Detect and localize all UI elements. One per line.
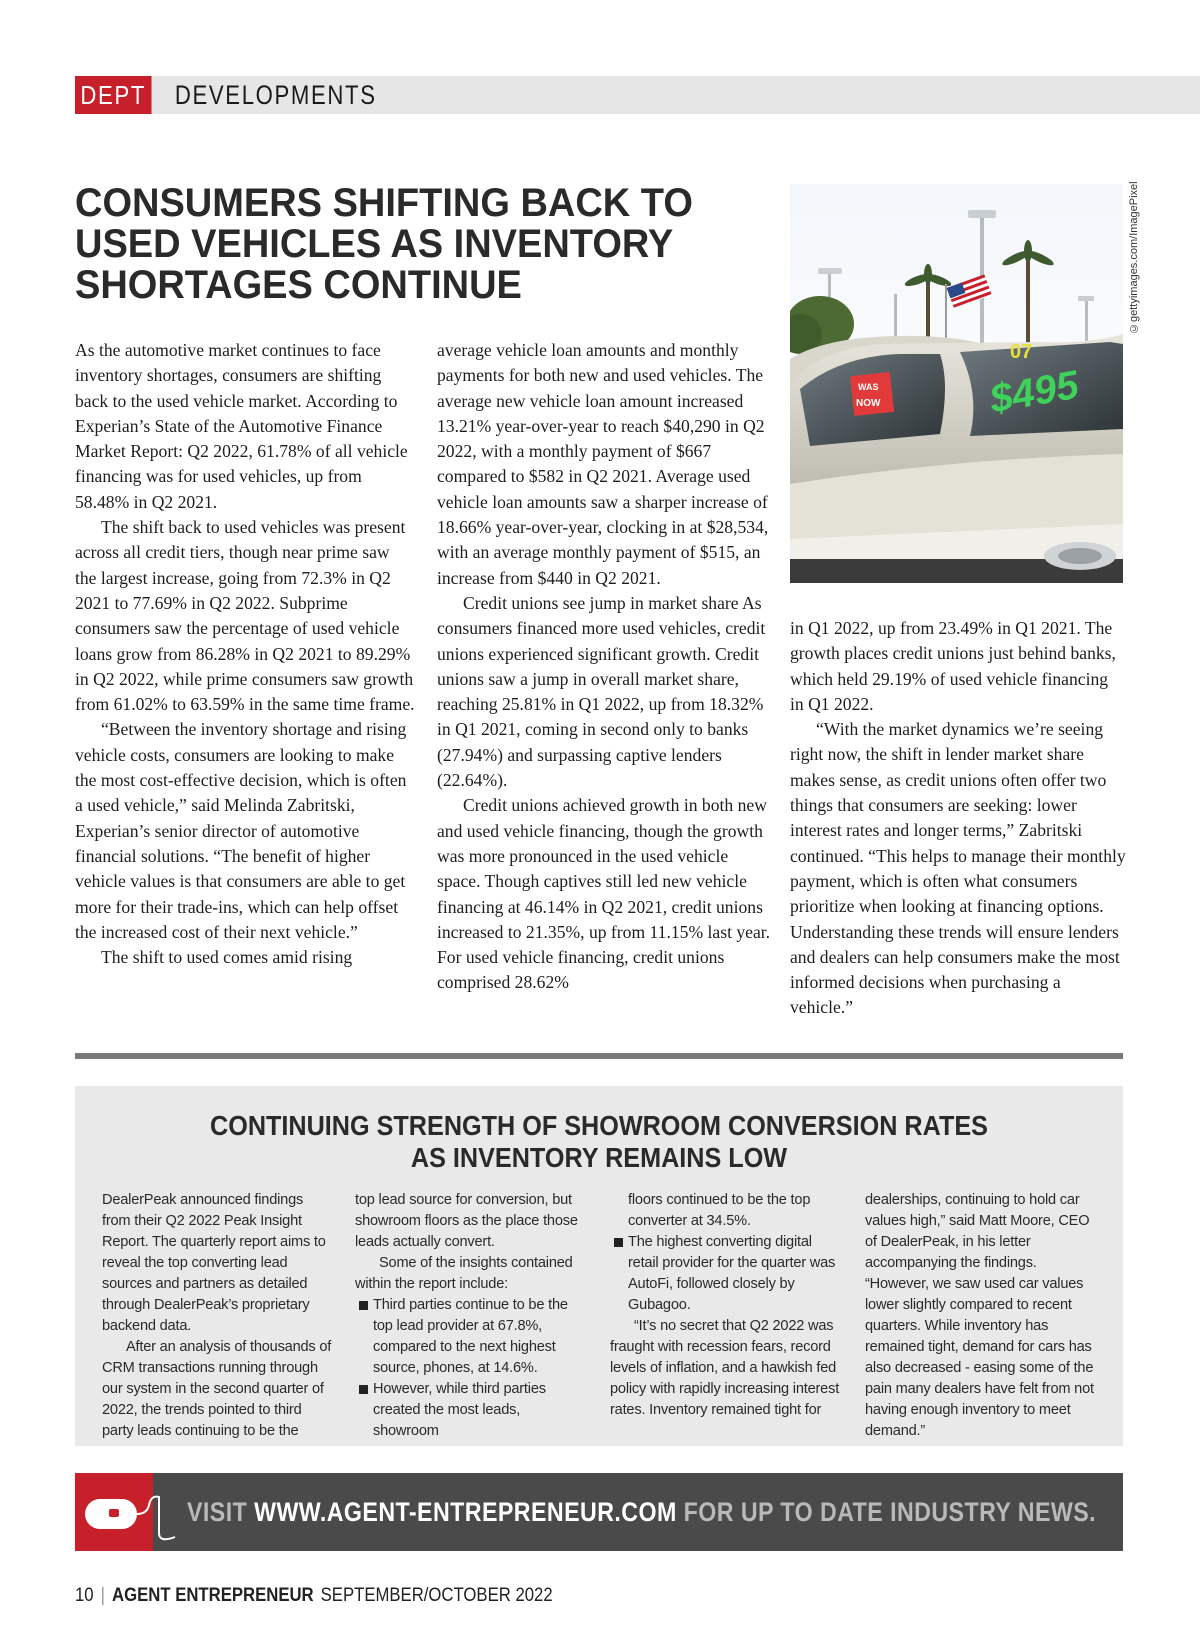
paragraph: average vehicle loan amounts and monthly payments for both new and used vehicles. The average new vehicle loan amount increased 13.21% year-over-year to reach $40,290 in Q2 2022, with a monthly payment of $667 compared to $582 in Q2 2021. Average used vehicle loan amounts saw a sharper increase of 18.66% year-over-year, clocking in at $28,534, with an average monthly payment of $515, an increase from $440 in Q2 2021. [437,340,769,588]
website-banner[interactable] [75,1473,1123,1551]
section-name: DEVELOPMENTS [174,80,377,110]
magazine-name: AGENT ENTREPRENEUR [112,1585,314,1606]
sidebar-title [127,1110,1070,1174]
bullet-item: However, while third parties created the most leads, showroom [355,1379,587,1442]
paragraph: “It’s no secret that Q2 2022 was fraught with recession fears, record levels of inflation, and a hawkish fed policy with rapidly increasing interest rates. Inventory remained tight for [610,1318,840,1418]
paragraph: The shift back to used vehicles was present across all credit tiers, though near prime saw the largest increase, going from 72.3% in Q2 2021 to 77.69% in Q2 2022. Subprime consumers saw the percentage of used vehicle loans grow from 86.28% in Q2 2021 to 89.29% in Q2 2022, while prime consumers saw growth from 61.02% to 63.59% in the same time frame. [75,517,415,715]
department-header [75,76,1200,114]
issue-date: SEPTEMBER/OCTOBER 2022 [320,1585,553,1606]
sign-was-text: WAS [858,382,879,392]
paragraph: floors continued to be the top converter at 34.5%. [628,1192,811,1229]
sidebar-column-2 [355,1190,587,1442]
sign-now-text: NOW [856,398,881,409]
banner-prefix: VISIT [187,1497,255,1527]
article-headline: CONSUMERS SHIFTING BACK TO USED VEHICLES AS INVENTORY SHORTAGES CONTINUE [75,181,693,307]
page-number: 10 [75,1585,94,1606]
website-link[interactable]: WWW.AGENT-ENTREPRENEUR.COM [254,1497,677,1527]
article-column-1 [75,338,415,970]
paragraph: “Between the inventory shortage and rising vehicle costs, consumers are looking to make the most cost-effective decision, which is often a used vehicle,” said Melinda Zabritski, Experian’s senior director of automotive financial solutions. “The benefit of higher vehicle values is that consumers are able to get more for their trade-ins, which can help offset the increased cost of their next vehicle.” [75,719,407,942]
banner-suffix: FOR UP TO DATE INDUSTRY NEWS. [676,1497,1097,1527]
sidebar-column-1 [102,1190,334,1442]
bullet-item: Third parties continue to be the top lead provider at 67.8%, compared to the next highest source, phones, at 14.6%. [355,1295,587,1379]
paragraph: The shift to used comes amid rising [101,947,353,968]
photo-credit: ©gettyimages.com/ImagePixel [1128,181,1140,334]
sidebar-box [75,1086,1123,1446]
windshield-number: 07 [1010,341,1033,363]
paragraph: in Q1 2022, up from 23.49% in Q1 2021. The growth places credit unions just behind banks, which held 29.19% of used vehicle financing in Q1 2022. [790,618,1116,714]
page-footer [75,1585,553,1607]
paragraph: DealerPeak announced findings from their Q2 2022 Peak Insight Report. The quarterly report aims to reveal the top converting lead sources and partners as detailed through DealerPeak’s proprietary backend data. [102,1192,326,1334]
sidebar-column-3 [610,1190,842,1421]
section-divider [75,1053,1123,1059]
paragraph: dealerships, continuing to hold car values high,” said Matt Moore, CEO of DealerPeak, in his letter accompanying the findings. “However, we saw used car values lower slightly compared to recent quarters. While inventory has remained tight, demand for cars has also decreased - easing some of the pain many dealers have felt from not having enough inventory to meet demand.” [865,1192,1094,1439]
banner-text[interactable] [187,1473,1096,1551]
paragraph: After an analysis of thousands of CRM transactions running through our system in the second quarter of 2022, the trends pointed to third party leads continuing to be the [102,1339,332,1439]
sidebar-column-4 [865,1190,1097,1442]
paragraph: Some of the insights contained within the report include: [355,1255,573,1292]
article-column-2 [437,338,773,996]
car-lot-photo [790,184,1123,583]
paragraph: “With the market dynamics we’re seeing right now, the shift in lender market share makes sense, as credit unions often offer two things that consumers are seeking: lower interest rates and longer terms,” Zabritski continued. “This helps to manage their monthly payment, which is often what consumers prioritize when looking at financing options. Understanding these trends will ensure lenders and dealers can help consumers make the most informed decisions when purchasing a vehicle.” [790,719,1126,1018]
sidebar-title-line1: CONTINUING STRENGTH OF SHOWROOM CONVERSION RATES [210,1110,988,1141]
mouse-icon [75,1473,153,1551]
paragraph: As the automotive market continues to face inventory shortages, consumers are shifting back to the used vehicle market. According to Experian’s State of the Automotive Finance Market Report: Q2 2022, 61.78% of all vehicle financing was for used vehicles, up from 58.48% in Q2 2021. [75,340,408,512]
article-column-3 [790,616,1126,1021]
sidebar-title-line2: AS INVENTORY REMAINS LOW [410,1142,788,1173]
dept-label: DEPT [75,76,152,114]
paragraph: Credit unions see jump in market share As consumers financed more used vehicles, credit unions experienced significant growth. Credit unions saw a jump in overall market share, reaching 25.81% in Q1 2022, up from 18.32% in Q1 2021, coming in second only to banks (27.94%) and surpassing captive lenders (22.64%). [437,592,766,791]
footer-separator: | [100,1585,105,1606]
paragraph: top lead source for conversion, but showroom floors as the place those leads actually convert. [355,1192,578,1250]
paragraph: Credit unions achieved growth in both new and used vehicle financing, though the growth was more pronounced in the used vehicle space. Though captives still led new vehicle financing at 46.14% in Q2 2021, credit unions increased to 21.35%, up from 11.15% last year. For used vehicle financing, credit unions comprised 28.62% [437,795,771,993]
bullet-item: The highest converting digital retail provider for the quarter was AutoFi, followed closely by Gubagoo. [610,1232,842,1316]
car-lot-illustration [790,184,1123,583]
windshield-price: $495 [986,362,1082,422]
